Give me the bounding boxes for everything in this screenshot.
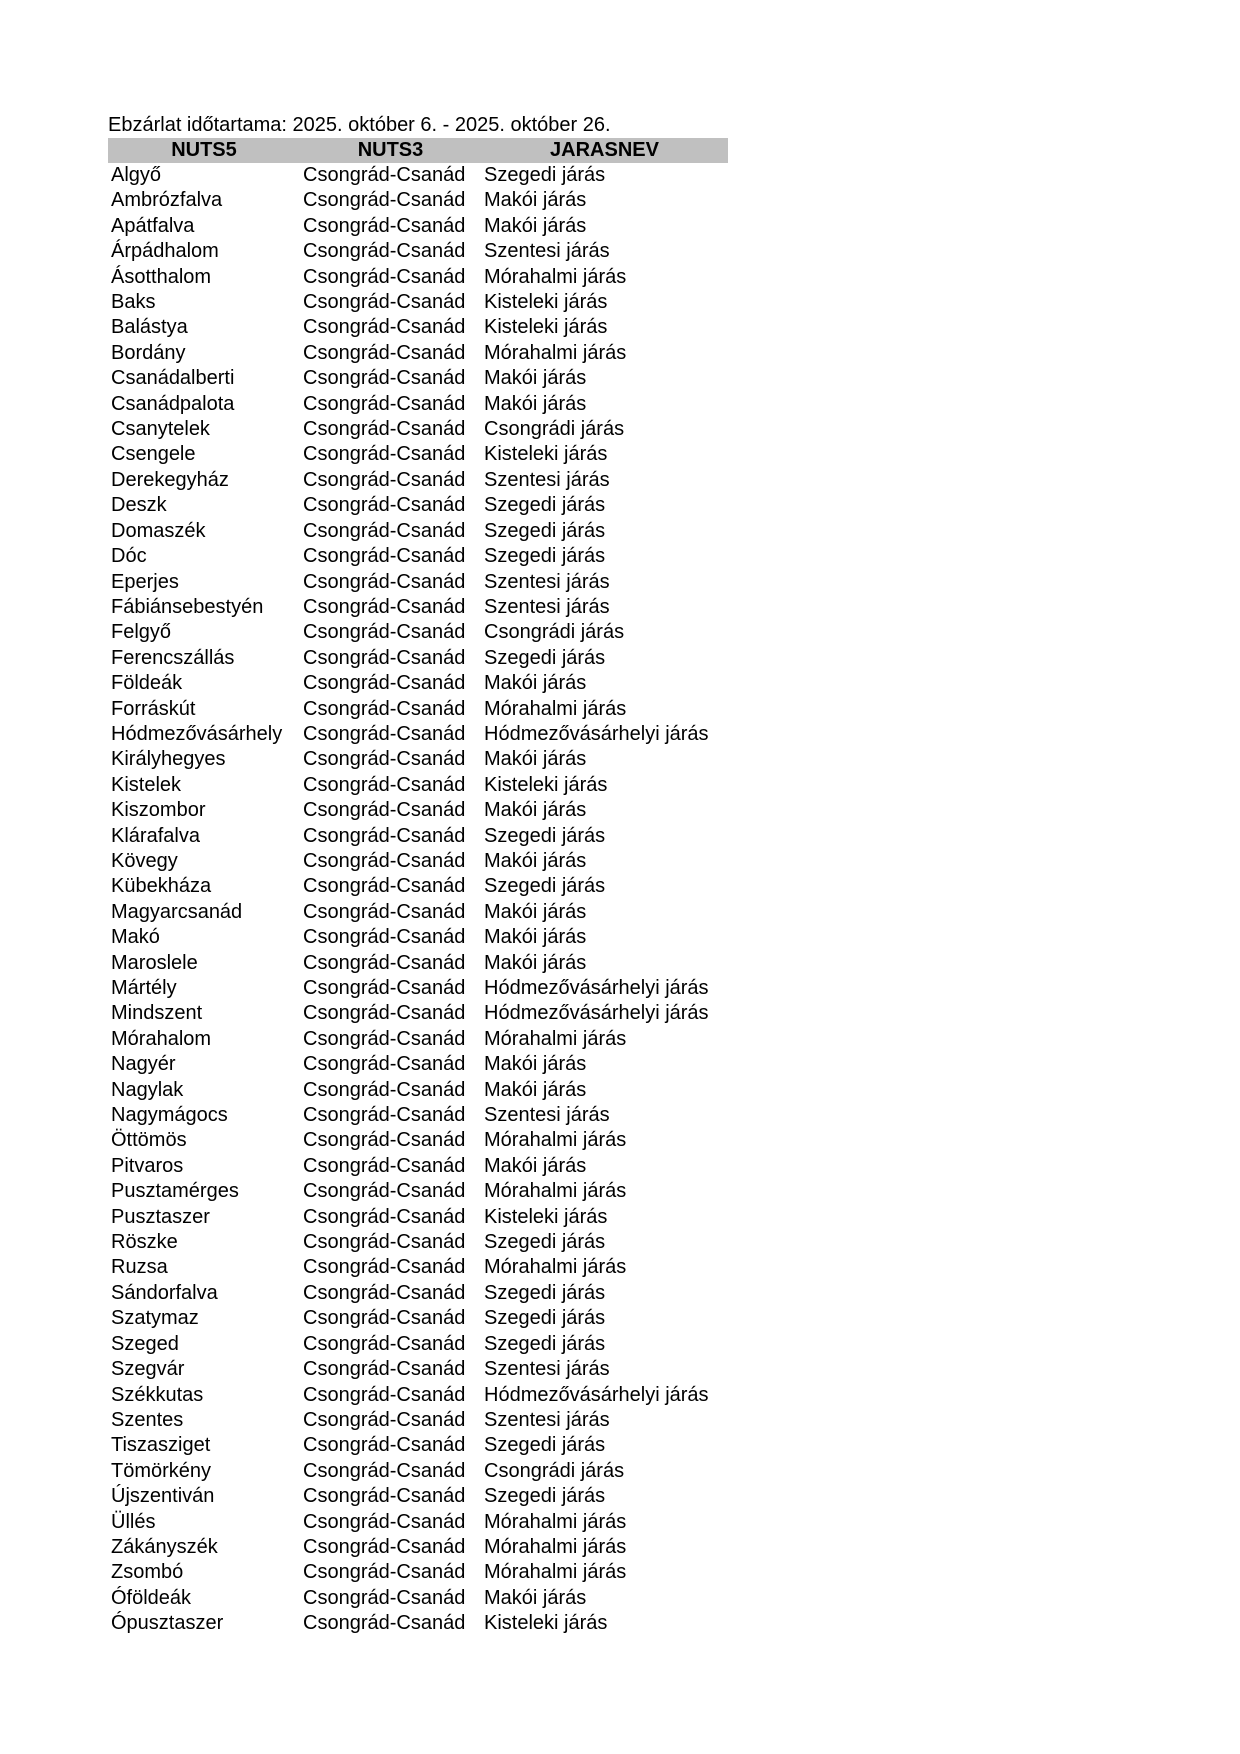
cell-nuts5: Csanytelek [111, 418, 210, 441]
cell-nuts5: Nagyér [111, 1053, 176, 1076]
cell-jarasnev: Makói járás [484, 189, 587, 212]
cell-nuts5: Baks [111, 291, 156, 314]
cell-nuts3: Csongrád-Csanád [303, 1485, 466, 1508]
header-row [108, 138, 728, 163]
cell-nuts3: Csongrád-Csanád [303, 697, 466, 720]
cell-jarasnev: Szentesi járás [484, 468, 610, 491]
table-row [108, 1357, 728, 1382]
cell-nuts3: Csongrád-Csanád [303, 1612, 466, 1635]
cell-nuts3: Csongrád-Csanád [303, 1205, 466, 1228]
cell-jarasnev: Szegedi járás [484, 494, 606, 517]
table-row [108, 417, 728, 442]
cell-nuts3: Csongrád-Csanád [303, 1510, 466, 1533]
cell-nuts5: Nagymágocs [111, 1104, 228, 1127]
cell-nuts3: Csongrád-Csanád [303, 316, 466, 339]
cell-nuts5: Öttömös [111, 1129, 187, 1152]
cell-nuts3: Csongrád-Csanád [303, 900, 466, 923]
cell-nuts5: Mindszent [111, 1002, 203, 1025]
cell-nuts3: Csongrád-Csanád [303, 494, 466, 517]
cell-nuts5: Maroslele [111, 951, 198, 974]
cell-jarasnev: Szentesi járás [484, 1408, 610, 1431]
cell-nuts3: Csongrád-Csanád [303, 621, 466, 644]
cell-jarasnev: Makói járás [484, 214, 587, 237]
table-row [108, 671, 728, 696]
cell-nuts3: Csongrád-Csanád [303, 545, 466, 568]
cell-nuts3: Csongrád-Csanád [303, 240, 466, 263]
cell-nuts5: Dóc [111, 545, 147, 568]
table-row [108, 1230, 728, 1255]
cell-jarasnev: Szegedi járás [484, 1231, 606, 1254]
table-row [108, 1433, 728, 1458]
cell-jarasnev: Kisteleki járás [484, 1205, 608, 1228]
cell-jarasnev: Makói járás [484, 392, 587, 415]
cell-nuts3: Csongrád-Csanád [303, 672, 466, 695]
cell-jarasnev: Kisteleki járás [484, 443, 608, 466]
cell-nuts5: Mártély [111, 977, 177, 999]
cell-nuts5: Pitvaros [111, 1154, 184, 1177]
cell-nuts5: Derekegyház [111, 468, 229, 491]
cell-nuts5: Nagylak [111, 1078, 184, 1101]
cell-nuts5: Forráskút [111, 697, 196, 720]
table-row [108, 1586, 728, 1611]
cell-nuts5: Szegvár [111, 1358, 185, 1381]
cell-nuts3: Csongrád-Csanád [303, 1281, 466, 1304]
header-jarasnev: JARASNEV [550, 139, 659, 161]
cell-nuts5: Ferencszállás [111, 646, 235, 669]
cell-nuts3: Csongrád-Csanád [303, 1027, 466, 1050]
cell-nuts5: Apátfalva [111, 214, 195, 237]
cell-jarasnev: Csongrádi járás [484, 1459, 625, 1482]
cell-jarasnev: Kisteleki járás [484, 1612, 608, 1635]
cell-jarasnev: Mórahalmi járás [484, 341, 627, 364]
table-header [108, 138, 728, 163]
cell-nuts3: Csongrád-Csanád [303, 977, 466, 999]
table-row [108, 570, 728, 595]
table-row [108, 290, 728, 315]
cell-nuts5: Zsombó [111, 1561, 184, 1584]
table-row [108, 163, 728, 188]
cell-nuts5: Székkutas [111, 1383, 204, 1406]
cell-nuts3: Csongrád-Csanád [303, 291, 466, 314]
cell-nuts3: Csongrád-Csanád [303, 1383, 466, 1406]
cell-nuts3: Csongrád-Csanád [303, 1002, 466, 1025]
cell-jarasnev: Hódmezővásárhelyi járás [484, 977, 709, 999]
cell-nuts3: Csongrád-Csanád [303, 1078, 466, 1101]
table-row [108, 798, 728, 823]
table-row [108, 1027, 728, 1052]
cell-jarasnev: Szentesi járás [484, 595, 610, 618]
cell-jarasnev: Szegedi járás [484, 875, 606, 898]
cell-nuts3: Csongrád-Csanád [303, 1586, 466, 1609]
cell-nuts3: Csongrád-Csanád [303, 1129, 466, 1152]
cell-jarasnev: Szegedi járás [484, 1332, 606, 1355]
cell-nuts5: Algyő [111, 164, 162, 186]
cell-jarasnev: Mórahalmi járás [484, 1510, 627, 1533]
cell-nuts5: Királyhegyes [111, 748, 226, 771]
cell-nuts5: Magyarcsanád [111, 900, 243, 923]
cell-jarasnev: Csongrádi járás [484, 621, 625, 644]
cell-nuts5: Árpádhalom [111, 240, 219, 263]
table-row [108, 1255, 728, 1280]
table-row [108, 1459, 728, 1484]
cell-nuts5: Makó [111, 926, 160, 949]
cell-nuts5: Szatymaz [111, 1307, 199, 1330]
table-row [108, 1611, 728, 1636]
cell-nuts5: Kiszombor [111, 799, 206, 822]
cell-nuts3: Csongrád-Csanád [303, 1053, 466, 1076]
table-row [108, 1052, 728, 1077]
table-row [108, 849, 728, 874]
cell-nuts5: Szentes [111, 1408, 184, 1431]
table-row [108, 925, 728, 950]
cell-nuts5: Deszk [111, 494, 167, 517]
cell-nuts5: Kövegy [111, 849, 178, 872]
cell-nuts3: Csongrád-Csanád [303, 1231, 466, 1254]
table-row [108, 442, 728, 467]
cell-nuts5: Eperjes [111, 570, 179, 593]
cell-nuts3: Csongrád-Csanád [303, 722, 466, 745]
table-row [108, 1128, 728, 1153]
cell-nuts3: Csongrád-Csanád [303, 265, 466, 288]
table-row [108, 1001, 728, 1026]
cell-jarasnev: Szegedi járás [484, 1307, 606, 1330]
table-row [108, 1484, 728, 1509]
cell-jarasnev: Szentesi járás [484, 1104, 610, 1127]
settlements-table [108, 138, 728, 1637]
table-row [108, 773, 728, 798]
table-row [108, 697, 728, 722]
cell-nuts5: Újszentiván [111, 1485, 215, 1508]
cell-nuts3: Csongrád-Csanád [303, 1307, 466, 1330]
cell-nuts5: Csanádpalota [111, 392, 235, 415]
cell-nuts5: Domaszék [111, 519, 206, 542]
table-row [108, 239, 728, 264]
cell-nuts3: Csongrád-Csanád [303, 849, 466, 872]
cell-jarasnev: Makói járás [484, 1053, 587, 1076]
cell-nuts3: Csongrád-Csanád [303, 1154, 466, 1177]
table-row [108, 824, 728, 849]
cell-nuts5: Sándorfalva [111, 1281, 218, 1304]
cell-jarasnev: Makói járás [484, 926, 587, 949]
cell-nuts3: Csongrád-Csanád [303, 443, 466, 466]
cell-nuts3: Csongrád-Csanád [303, 1332, 466, 1355]
cell-jarasnev: Szegedi járás [484, 1434, 606, 1457]
cell-jarasnev: Hódmezővásárhelyi járás [484, 722, 709, 745]
cell-nuts5: Tömörkény [111, 1459, 212, 1482]
table-row [108, 1078, 728, 1103]
cell-nuts3: Csongrád-Csanád [303, 799, 466, 822]
cell-jarasnev: Szegedi járás [484, 164, 606, 186]
cell-jarasnev: Makói járás [484, 799, 587, 822]
cell-nuts5: Üllés [111, 1510, 156, 1533]
cell-jarasnev: Makói járás [484, 672, 587, 695]
cell-jarasnev: Mórahalmi járás [484, 1535, 627, 1558]
cell-nuts5: Csengele [111, 443, 196, 466]
cell-jarasnev: Mórahalmi járás [484, 1129, 627, 1152]
cell-nuts3: Csongrád-Csanád [303, 418, 466, 441]
cell-jarasnev: Szentesi járás [484, 1358, 610, 1381]
table-row [108, 315, 728, 340]
table-row [108, 1179, 728, 1204]
document-page [108, 112, 728, 1637]
cell-nuts5: Pusztamérges [111, 1180, 239, 1203]
cell-jarasnev: Kisteleki járás [484, 316, 608, 339]
table-row [108, 620, 728, 645]
cell-nuts5: Felgyő [111, 621, 172, 644]
cell-nuts5: Földeák [111, 672, 183, 695]
cell-nuts5: Fábiánsebestyén [111, 595, 264, 618]
cell-jarasnev: Mórahalmi járás [484, 1561, 627, 1584]
cell-nuts5: Balástya [111, 316, 188, 339]
table-row [108, 188, 728, 213]
cell-nuts5: Ambrózfalva [111, 189, 223, 212]
table-row [108, 1281, 728, 1306]
table-row [108, 1510, 728, 1535]
table-row [108, 747, 728, 772]
table-row [108, 1535, 728, 1560]
cell-jarasnev: Mórahalmi járás [484, 1256, 627, 1279]
header-nuts5: NUTS5 [171, 139, 237, 161]
cell-jarasnev: Makói járás [484, 1154, 587, 1177]
cell-nuts5: Mórahalom [111, 1027, 212, 1050]
cell-jarasnev: Szegedi járás [484, 1281, 606, 1304]
table-row [108, 1154, 728, 1179]
cell-nuts3: Csongrád-Csanád [303, 468, 466, 491]
cell-nuts5: Ásotthalom [111, 265, 212, 288]
cell-nuts3: Csongrád-Csanád [303, 214, 466, 237]
table-row [108, 976, 728, 1001]
table-row [108, 493, 728, 518]
table-row [108, 1332, 728, 1357]
cell-nuts3: Csongrád-Csanád [303, 1180, 466, 1203]
cell-jarasnev: Makói járás [484, 748, 587, 771]
cell-nuts5: Pusztaszer [111, 1205, 210, 1228]
table-row [108, 646, 728, 671]
table-row [108, 341, 728, 366]
table-row [108, 595, 728, 620]
cell-jarasnev: Csongrádi járás [484, 418, 625, 441]
cell-nuts3: Csongrád-Csanád [303, 595, 466, 618]
cell-jarasnev: Szegedi járás [484, 646, 606, 669]
cell-nuts3: Csongrád-Csanád [303, 646, 466, 669]
header-nuts3: NUTS3 [357, 139, 424, 161]
table-row [108, 874, 728, 899]
cell-nuts3: Csongrád-Csanád [303, 1358, 466, 1381]
cell-jarasnev: Kisteleki járás [484, 291, 608, 314]
cell-nuts5: Röszke [111, 1231, 178, 1254]
cell-nuts5: Kübekháza [111, 875, 212, 898]
cell-nuts5: Hódmezővásárhely [111, 722, 283, 745]
cell-nuts5: Óföldeák [111, 1586, 192, 1609]
table-row [108, 468, 728, 493]
cell-nuts3: Csongrád-Csanád [303, 1408, 466, 1431]
cell-nuts5: Csanádalberti [111, 367, 235, 390]
cell-jarasnev: Makói járás [484, 951, 587, 974]
cell-nuts3: Csongrád-Csanád [303, 926, 466, 949]
cell-jarasnev: Kisteleki járás [484, 773, 608, 796]
cell-nuts5: Ópusztaszer [111, 1612, 224, 1635]
cell-jarasnev: Hódmezővásárhelyi járás [484, 1383, 709, 1406]
cell-jarasnev: Makói járás [484, 849, 587, 872]
cell-nuts3: Csongrád-Csanád [303, 951, 466, 974]
cell-jarasnev: Mórahalmi járás [484, 1027, 627, 1050]
cell-jarasnev: Mórahalmi járás [484, 265, 627, 288]
table-row [108, 1408, 728, 1433]
cell-nuts3: Csongrád-Csanád [303, 519, 466, 542]
table-row [108, 214, 728, 239]
cell-nuts3: Csongrád-Csanád [303, 748, 466, 771]
cell-nuts3: Csongrád-Csanád [303, 824, 466, 847]
cell-nuts3: Csongrád-Csanád [303, 570, 466, 593]
cell-jarasnev: Szegedi járás [484, 519, 606, 542]
cell-nuts3: Csongrád-Csanád [303, 1104, 466, 1127]
cell-nuts5: Szeged [111, 1332, 179, 1355]
closure-period-title: Ebzárlat időtartama: 2025. október 6. - 2025. október 26. [108, 114, 611, 136]
cell-jarasnev: Makói járás [484, 367, 587, 390]
cell-nuts3: Csongrád-Csanád [303, 1561, 466, 1584]
cell-nuts3: Csongrád-Csanád [303, 1459, 466, 1482]
cell-jarasnev: Szentesi járás [484, 570, 610, 593]
cell-jarasnev: Hódmezővásárhelyi járás [484, 1002, 709, 1025]
cell-nuts3: Csongrád-Csanád [303, 1434, 466, 1457]
cell-jarasnev: Szentesi járás [484, 240, 610, 263]
cell-jarasnev: Mórahalmi járás [484, 1180, 627, 1203]
cell-jarasnev: Makói járás [484, 1078, 587, 1101]
table-row [108, 1205, 728, 1230]
table-row [108, 951, 728, 976]
table-row [108, 1306, 728, 1331]
cell-nuts5: Klárafalva [111, 824, 200, 847]
table-row [108, 1383, 728, 1408]
cell-nuts3: Csongrád-Csanád [303, 341, 466, 364]
cell-nuts3: Csongrád-Csanád [303, 773, 466, 796]
cell-nuts3: Csongrád-Csanád [303, 367, 466, 390]
cell-jarasnev: Mórahalmi járás [484, 697, 627, 720]
table-row [108, 1103, 728, 1128]
cell-nuts3: Csongrád-Csanád [303, 164, 466, 186]
cell-jarasnev: Szegedi járás [484, 545, 606, 568]
cell-nuts5: Tiszasziget [111, 1434, 211, 1457]
cell-nuts5: Zákányszék [111, 1535, 218, 1558]
cell-jarasnev: Makói járás [484, 1586, 587, 1609]
cell-nuts5: Bordány [111, 341, 186, 364]
table-row [108, 265, 728, 290]
cell-jarasnev: Szegedi járás [484, 824, 606, 847]
table-row [108, 1560, 728, 1585]
table-row [108, 900, 728, 925]
table-row [108, 722, 728, 747]
cell-nuts3: Csongrád-Csanád [303, 1256, 466, 1279]
table-body [108, 163, 728, 1637]
table-row [108, 366, 728, 391]
table-row [108, 544, 728, 569]
cell-nuts5: Kistelek [111, 773, 182, 796]
cell-nuts3: Csongrád-Csanád [303, 875, 466, 898]
cell-jarasnev: Szegedi járás [484, 1485, 606, 1508]
cell-jarasnev: Makói járás [484, 900, 587, 923]
table-row [108, 392, 728, 417]
cell-nuts3: Csongrád-Csanád [303, 392, 466, 415]
table-row [108, 519, 728, 544]
cell-nuts5: Ruzsa [111, 1256, 168, 1279]
cell-nuts3: Csongrád-Csanád [303, 1535, 466, 1558]
cell-nuts3: Csongrád-Csanád [303, 189, 466, 212]
